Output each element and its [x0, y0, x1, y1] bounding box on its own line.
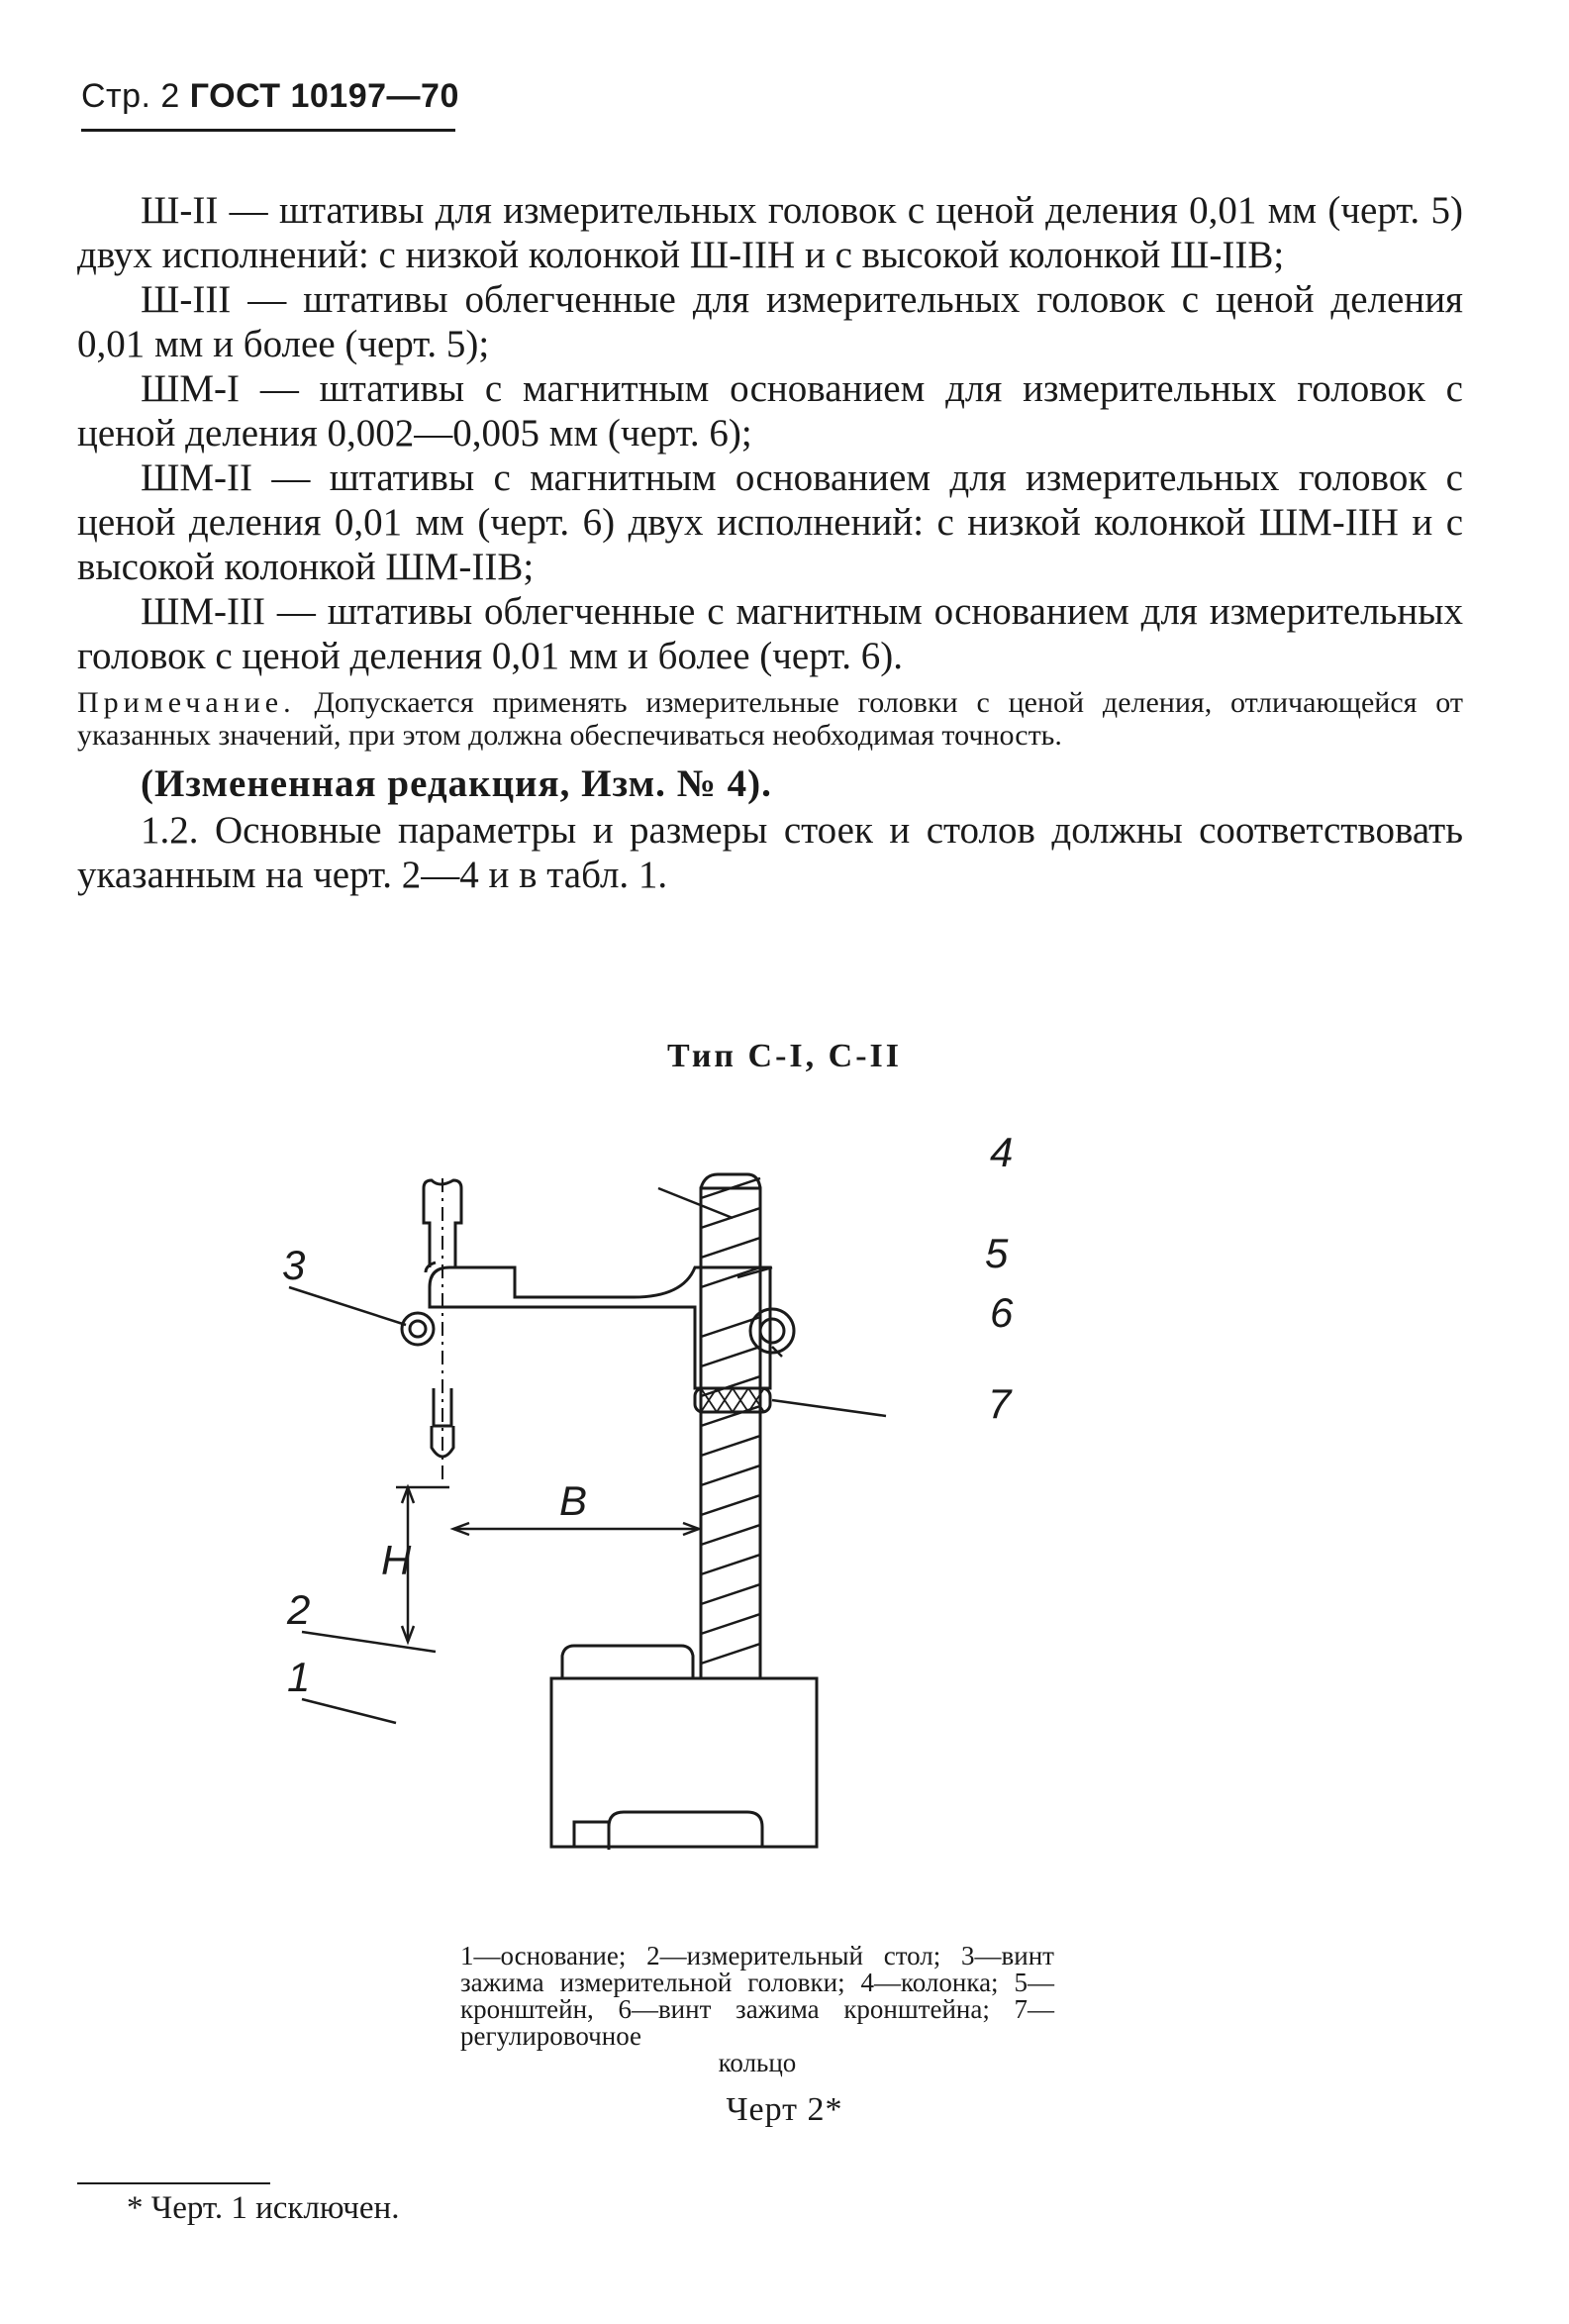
body-text [77, 188, 1463, 897]
label-4: 4 [990, 1129, 1014, 1175]
clause: 1.2. Основные параметры и размеры стоек и столов должны соответствовать указанным на черт. 2—4 и в табл. 1. [77, 809, 1463, 896]
head-clamp-screw [402, 1313, 434, 1345]
paragraph: Ш-III — штативы облегченные для измерительных головок с ценой деления 0,01 мм и более (черт. 5); [77, 278, 1463, 365]
page-number: Стр. 2 [81, 77, 180, 115]
page-header [81, 77, 459, 116]
column [701, 1188, 760, 1678]
bracket [430, 1267, 770, 1388]
label-3: 3 [282, 1242, 306, 1288]
label-7: 7 [988, 1380, 1012, 1427]
footnote: * Черт. 1 исключен. [127, 2190, 400, 2226]
note-text: Допускается применять измерительные головки с ценой деления, отличающейся от указанных значений, при этом должна обеспечиваться необходимая точность. [77, 686, 1464, 752]
paragraph: Ш-II — штативы для измерительных головок с ценой деления 0,01 мм (черт. 5) двух исполнений: с низкой колонкой Ш-IIН и с высокой колонкой Ш-IIВ; [77, 189, 1463, 276]
stand-drawing [267, 1129, 1030, 1881]
note [77, 686, 1463, 752]
label-2: 2 [287, 1586, 311, 1633]
paragraph: ШМ-III — штативы облегченные с магнитным основанием для измерительных головок с ценой деления 0,01 мм и более (черт. 6). [77, 590, 1463, 677]
header-rule [81, 129, 455, 132]
paragraph: ШМ-II — штативы с магнитным основанием для измерительных головок с ценой деления 0,01 мм (черт. 6) двух исполнений: с низкой колонкой ШМ-IIН и с высокой колонкой ШМ-IIВ; [77, 456, 1463, 588]
label-6: 6 [990, 1289, 1014, 1336]
dimension-h: H [381, 1537, 412, 1583]
amendment: (Измененная редакция, Изм. № 4). [141, 762, 772, 805]
label-1: 1 [287, 1654, 311, 1700]
figure-number: Черт 2* [726, 2091, 843, 2128]
note-label: Примечание. [77, 686, 296, 719]
footnote-rule [77, 2182, 270, 2184]
base [551, 1678, 817, 1850]
figure-title: Тип С-I, С-II [667, 1038, 902, 1074]
paragraph: ШМ-I — штативы с магнитным основанием для измерительных головок с ценой деления 0,002—0,005 мм (черт. 6); [77, 367, 1463, 455]
bracket-clamp-screw [750, 1309, 794, 1353]
measuring-table [562, 1646, 693, 1678]
standard-code: ГОСТ 10197—70 [189, 77, 459, 115]
label-5: 5 [985, 1230, 1009, 1276]
dimension-b: B [559, 1477, 588, 1524]
caption-text: 1—основание; 2—измерительный стол; 3—винт зажима измерительной головки; 4—колонка; 5—кронштейн, 6—винт зажима кронштейна; 7—регулировочное [460, 1941, 1054, 2051]
figure-caption [460, 1943, 1054, 2076]
caption-text-end: кольцо [718, 2048, 797, 2077]
measuring-head [424, 1180, 461, 1267]
